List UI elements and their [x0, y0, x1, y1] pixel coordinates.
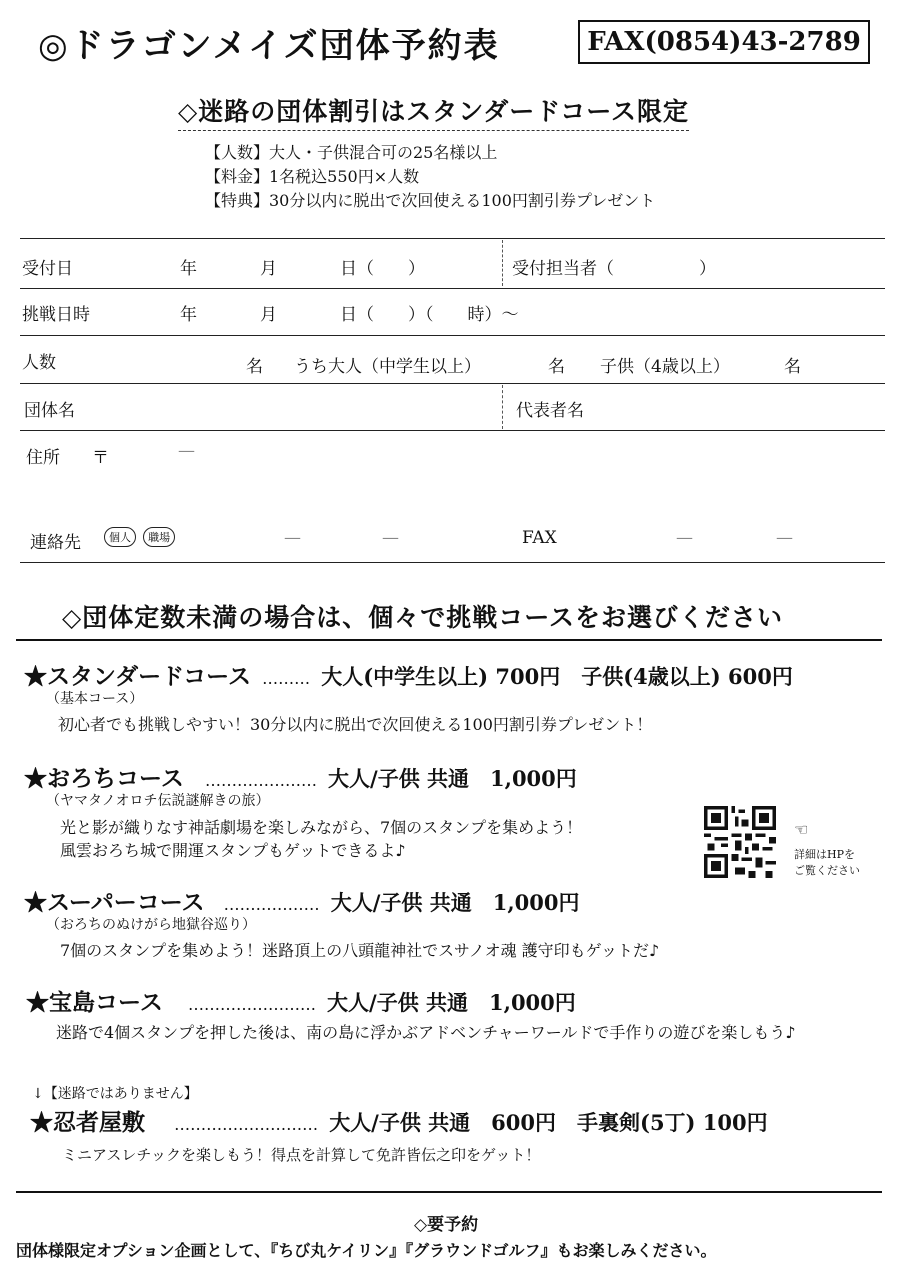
orochi-course-name: ★おろちコース: [24, 765, 184, 792]
standard-course-row: [24, 658, 793, 691]
reception-year[interactable]: 年: [180, 259, 197, 279]
page-title: ◎ドラゴンメイズ団体予約表: [38, 26, 500, 66]
treasure-course-dots: ……………………: [187, 995, 316, 1014]
orochi-course-dots: …………………: [204, 771, 317, 790]
orochi-course-desc: 光と影が織りなす神話劇場を楽しみながら、7個のスタンプを集めよう！: [60, 818, 583, 837]
reception-date-label: 受付日: [22, 259, 73, 279]
pointing-hand-icon: ☜: [794, 820, 809, 839]
qr-caption-1: 詳細はHPを: [794, 848, 855, 861]
personal-option[interactable]: 個人: [104, 527, 136, 547]
option-notice: 団体様限定オプション企画として、『ちび丸ケイリン』『グラウンドゴルフ』もお楽しみください。: [16, 1241, 717, 1260]
reception-day[interactable]: 日（ ）: [340, 259, 425, 279]
ninja-course-dots: ………………………: [174, 1115, 319, 1134]
orochi-course-row: [24, 760, 577, 793]
challenge-month[interactable]: 月: [260, 305, 277, 325]
fax-dash-1: —: [676, 528, 693, 548]
qr-code-image[interactable]: [704, 806, 776, 878]
super-course-row: [24, 884, 580, 917]
fax-label: FAX: [522, 528, 557, 548]
orochi-course-price: 大人/子供 共通 1,000円: [328, 766, 577, 791]
treasure-course-desc: 迷路で4個スタンプを押した後は、南の島に浮かぶアドベンチャーワールドで手作りの遊びを楽しもう♪: [56, 1023, 796, 1042]
postal-mark: 〒: [92, 448, 109, 468]
discount-line-people: 【人数】大人・子供混合可の25名様以上: [205, 143, 498, 162]
form-line-top: [20, 238, 885, 239]
people-total-unit[interactable]: 名: [246, 357, 263, 377]
postal-dash: —: [178, 441, 195, 461]
ninja-course-name: ★忍者屋敷: [30, 1109, 145, 1136]
form-divider-1: [502, 240, 503, 286]
super-course-dots: ………………: [223, 895, 320, 914]
ninja-course-price: 大人/子供 共通 600円 手裏剣(5丁) 100円: [329, 1110, 768, 1135]
super-course-sub: （おろちのぬけがら地獄谷巡り）: [46, 917, 256, 933]
challenge-day-time[interactable]: 日（ ）（ 時）～: [340, 305, 519, 325]
form-line-2: [20, 335, 885, 336]
reservation-required: ◇要予約: [414, 1215, 479, 1235]
discount-line-bonus: 【特典】30分以内に脱出で次回使える100円割引券プレゼント: [205, 191, 656, 210]
standard-course-price: 大人(中学生以上) 700円 子供(4歳以上) 600円: [321, 664, 793, 689]
group-name-label: 団体名: [24, 401, 75, 421]
course-heading: ◇団体定数未満の場合は、個々で挑戦コースをお選びください: [62, 603, 783, 632]
super-course-name: ★スーパーコース: [24, 889, 205, 916]
standard-course-dots: ………: [262, 669, 311, 688]
people-label: 人数: [22, 353, 56, 373]
contact-label: 連絡先: [30, 533, 81, 553]
discount-heading: ◇迷路の団体割引はスタンダードコース限定: [178, 92, 689, 131]
work-option[interactable]: 職場: [143, 527, 175, 547]
standard-course-desc: 初心者でも挑戦しやすい！30分以内に脱出で次回使える100円割引券プレゼント！: [58, 715, 653, 734]
super-course-price: 大人/子供 共通 1,000円: [330, 890, 580, 915]
children-label: 子供（4歳以上）: [600, 357, 730, 377]
children-unit[interactable]: 名: [784, 357, 801, 377]
qr-caption-2: ご覧ください: [794, 864, 860, 877]
ninja-course-desc: ミニアスレチックを楽しもう！得点を計算して免許皆伝之印をゲット！: [62, 1146, 541, 1164]
challenge-year[interactable]: 年: [180, 305, 197, 325]
form-line-1: [20, 288, 885, 289]
form-line-4: [20, 430, 885, 431]
orochi-course-sub: （ヤマタノオロチ伝説謎解きの旅）: [46, 793, 270, 809]
contact-dash-2: —: [382, 528, 399, 548]
reception-month[interactable]: 月: [260, 259, 277, 279]
form-divider-2: [502, 385, 503, 429]
standard-course-name: ★スタンダードコース: [24, 663, 252, 690]
ninja-course-row: [30, 1104, 768, 1137]
form-line-3: [20, 383, 885, 384]
treasure-course-row: [26, 984, 576, 1017]
fax-dash-2: —: [776, 528, 793, 548]
treasure-course-price: 大人/子供 共通 1,000円: [327, 990, 576, 1015]
fax-number-box: FAX(0854)43-2789: [578, 20, 870, 64]
staff-field[interactable]: 受付担当者（ ）: [512, 259, 716, 279]
adults-unit[interactable]: 名: [548, 357, 565, 377]
challenge-date-label: 挑戦日時: [22, 305, 90, 325]
orochi-course-desc-2: 風雲おろち城で開運スタンプもゲットできるよ♪: [60, 841, 406, 860]
contact-dash-1: —: [284, 528, 301, 548]
standard-course-sub: （基本コース）: [46, 691, 144, 707]
representative-label: 代表者名: [516, 401, 584, 421]
address-label: 住所: [26, 448, 60, 468]
ninja-note: ↓【迷路ではありません】: [32, 1086, 198, 1102]
course-top-rule: [16, 639, 882, 641]
adults-label: うち大人（中学生以上）: [294, 357, 481, 377]
footer-rule: [16, 1191, 882, 1193]
discount-line-price: 【料金】1名税込550円×人数: [205, 167, 420, 186]
form-line-bottom: [20, 562, 885, 563]
treasure-course-name: ★宝島コース: [26, 989, 163, 1016]
super-course-desc: 7個のスタンプを集めよう！迷路頂上の八頭龍神社でスサノオ魂 護守印もゲットだ♪: [60, 941, 660, 960]
